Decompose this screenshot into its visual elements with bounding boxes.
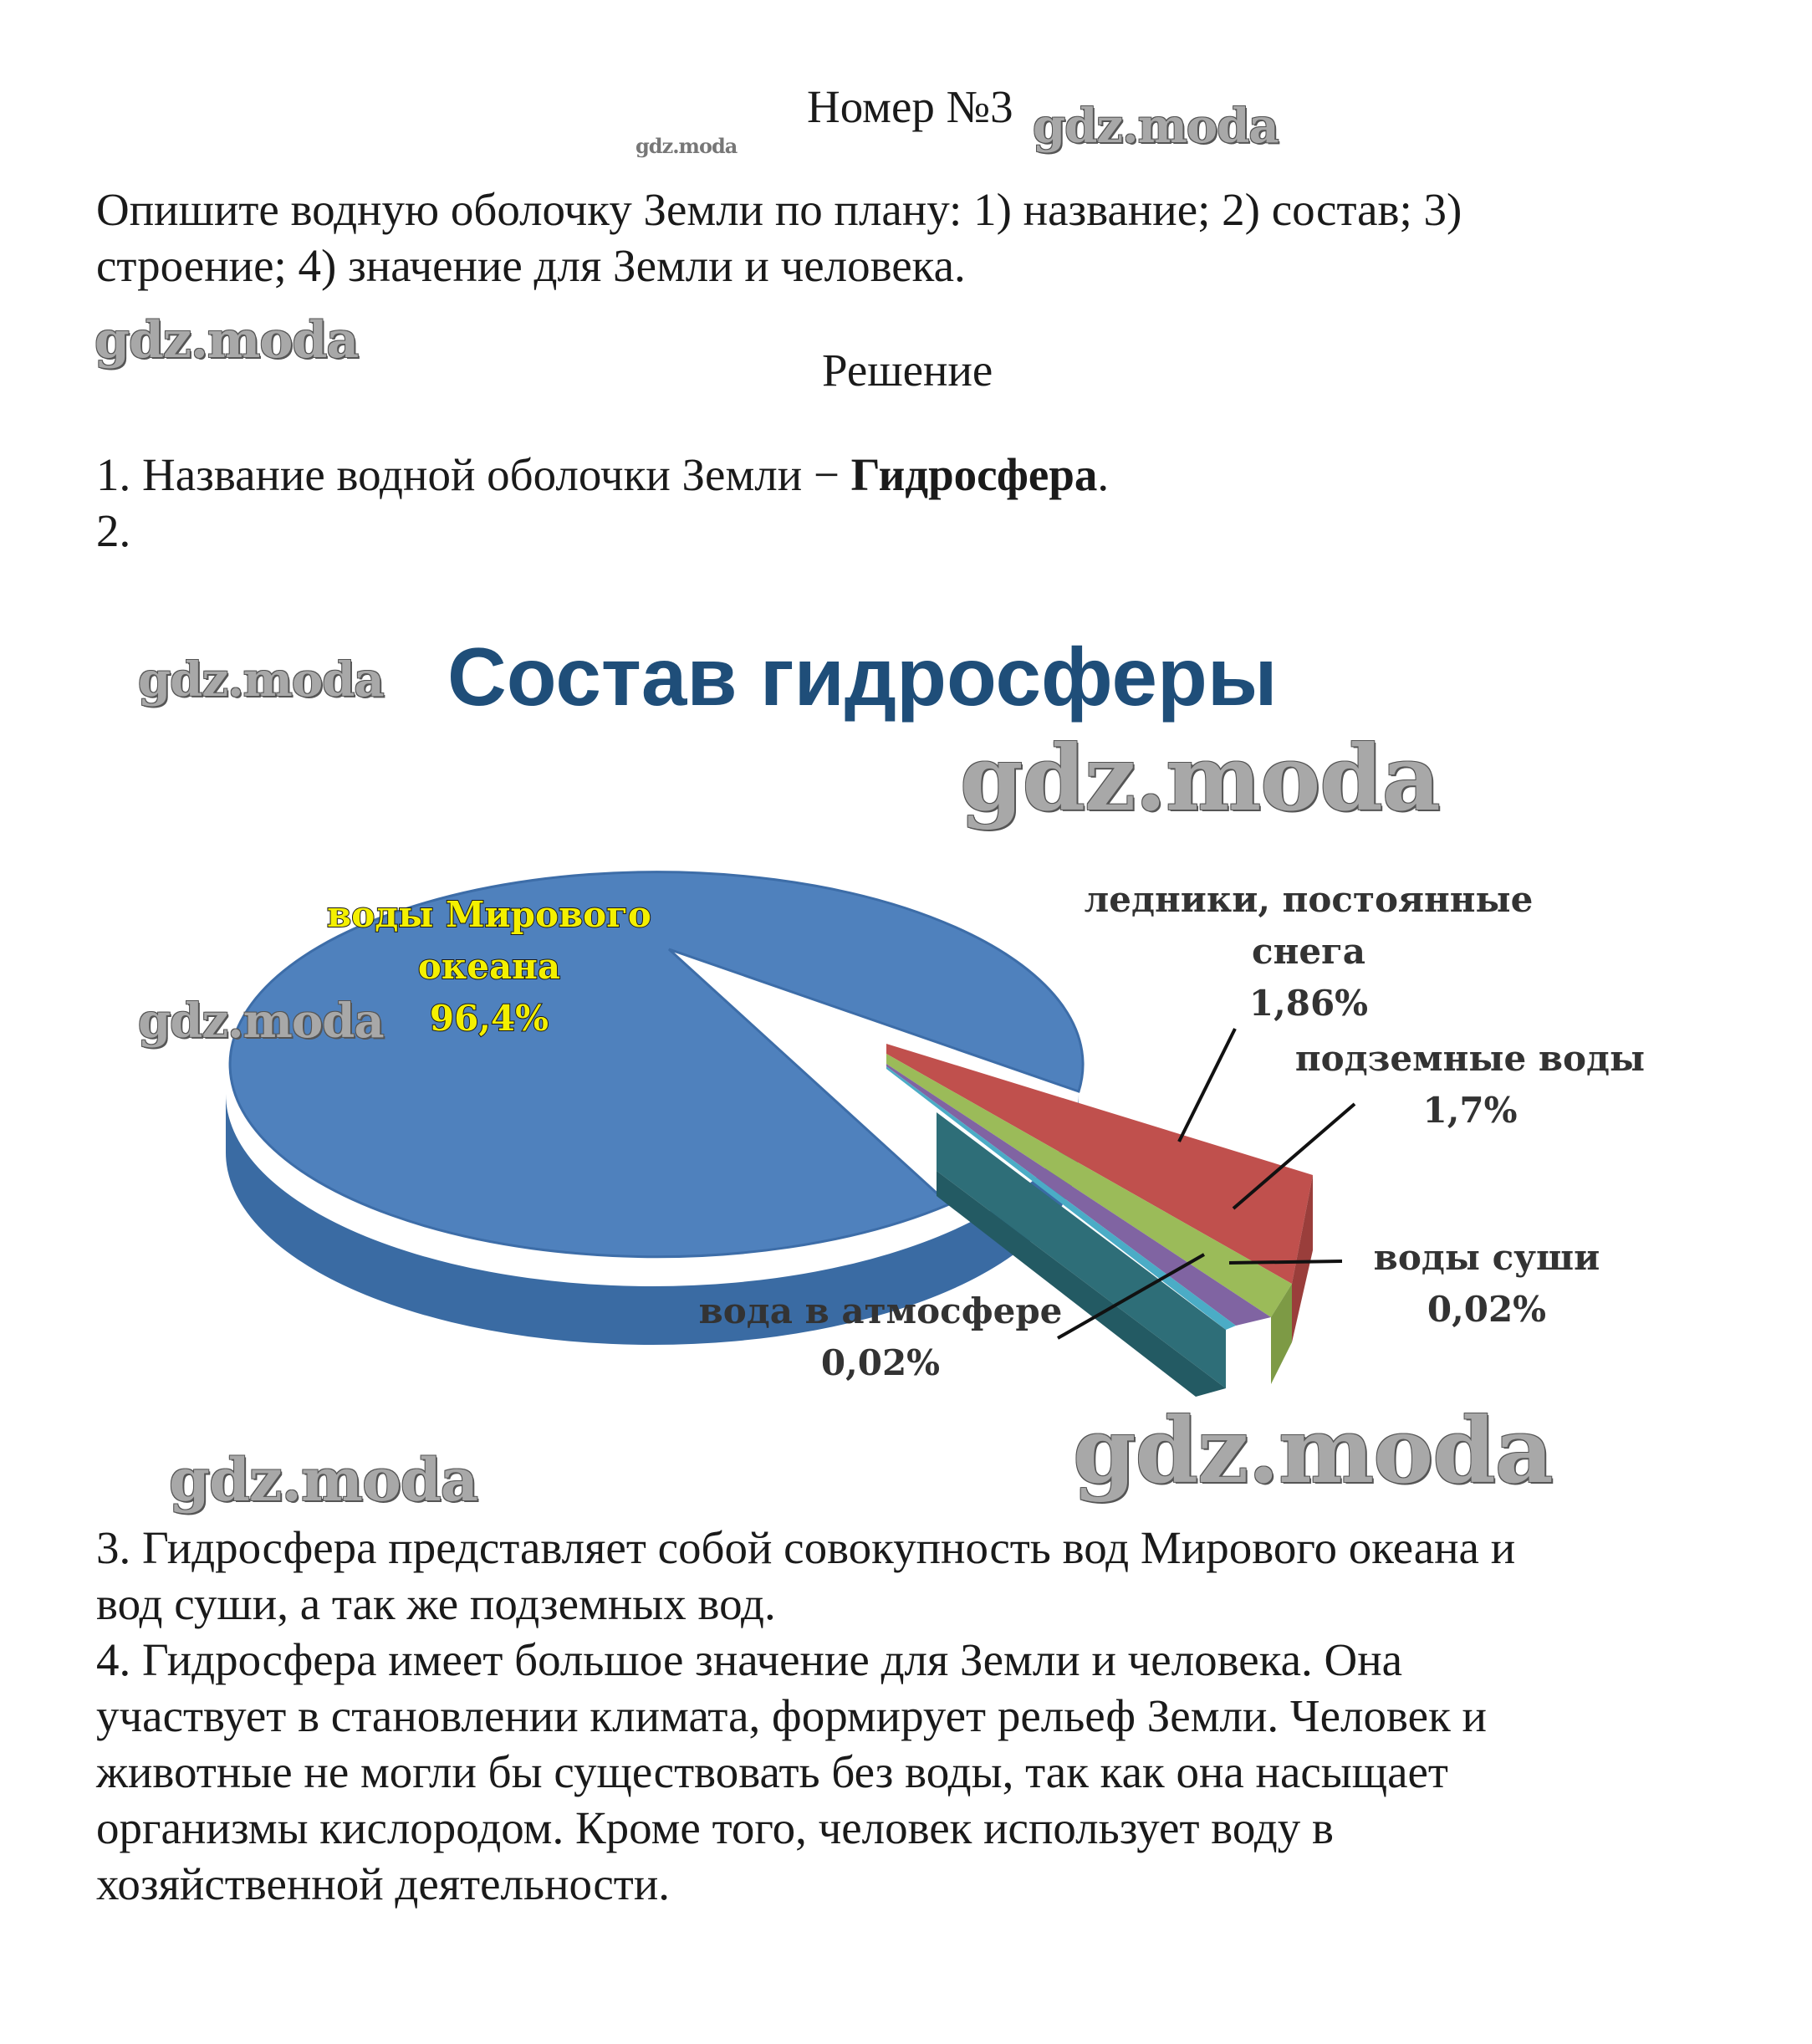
leader-land-waters <box>1229 1261 1342 1263</box>
label-atmosphere-name: вода в атмосфере <box>698 1290 1063 1331</box>
label-glaciers-value: 1,86% <box>1248 983 1369 1024</box>
label-glaciers-name-1: ледники, постоянные <box>1084 879 1534 920</box>
answer-1-prefix: 1. Название водной оболочки Земли − <box>96 449 851 500</box>
label-groundwater-value: 1,7% <box>1422 1090 1518 1131</box>
answer-1-term: Гидросфера <box>850 449 1098 500</box>
answer-4-line-2: участвует в становлении климата, формирует рельеф Земли. Человек и <box>96 1690 1487 1741</box>
chart-title: Состав гидросферы <box>447 631 1278 723</box>
answer-4-line-4: организмы кислородом. Кроме того, человек использует воду в <box>96 1802 1334 1853</box>
answer-4-line-5: хозяйственной деятельности. <box>96 1858 671 1909</box>
label-groundwater-name: подземные воды <box>1294 1038 1646 1079</box>
answer-3-line-2: вод суши, а так же подземных вод. <box>96 1578 776 1629</box>
label-land-waters-name: воды суши <box>1373 1237 1600 1278</box>
label-ocean-name-1: воды Мирового <box>327 894 651 935</box>
watermark: gdz.moda <box>635 134 738 158</box>
answer-1 <box>96 447 1109 503</box>
watermark: gdz.moda <box>1073 1398 1553 1504</box>
watermark: gdz.moda <box>960 726 1440 831</box>
page-title: Номер №3 <box>807 81 1013 132</box>
answer-3-line-1: 3. Гидросфера представляет собой совокупность вод Мирового океана и <box>96 1522 1516 1573</box>
watermark: gdz.moda <box>138 994 384 1049</box>
answer-4-line-3: животные не могли бы существовать без воды, так как она насыщает <box>96 1746 1448 1797</box>
leader-glaciers <box>1179 1029 1235 1142</box>
watermark: gdz.moda <box>169 1445 478 1515</box>
task-line-1: Опишите водную оболочку Земли по плану: 1) название; 2) состав; 3) <box>96 184 1462 235</box>
label-land-waters-value: 0,02% <box>1427 1289 1547 1330</box>
label-ocean-name-2: океана <box>417 946 561 987</box>
label-glaciers-name-2: снега <box>1252 931 1365 972</box>
label-atmosphere-value: 0,02% <box>820 1342 941 1383</box>
answer-4-line-1: 4. Гидросфера имеет большое значение для Земли и человека. Она <box>96 1634 1403 1685</box>
small-slices <box>886 1044 1313 1397</box>
task-line-2: строение; 4) значение для Земли и человека. <box>96 240 966 291</box>
label-ocean-value: 96,4% <box>429 998 549 1039</box>
solution-heading: Решение <box>822 345 993 396</box>
watermark: gdz.moda <box>138 652 384 708</box>
watermark: gdz.moda <box>94 311 359 370</box>
answer-2-number: 2. <box>96 505 131 556</box>
watermark: gdz.moda <box>1033 99 1279 154</box>
answer-1-suffix: . <box>1097 449 1110 500</box>
